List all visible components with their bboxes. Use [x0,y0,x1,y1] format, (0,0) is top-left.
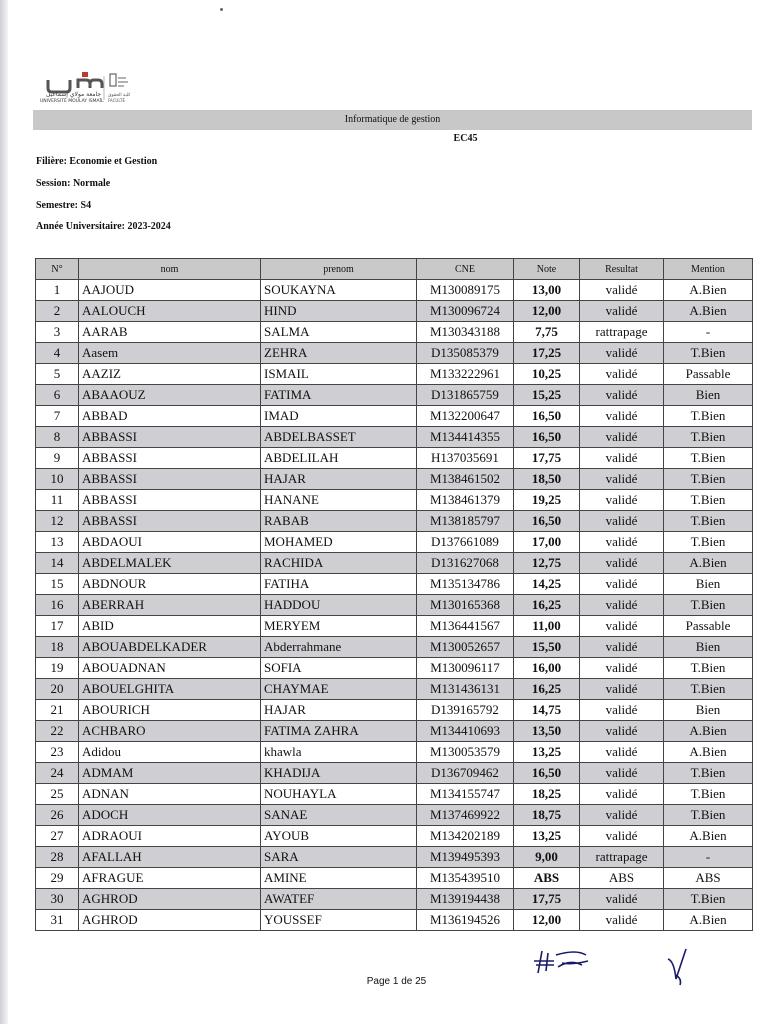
student-prenom: NOUHAYLA [261,784,417,805]
student-nom: ABDAOUI [79,532,261,553]
student-note: 14,75 [514,700,580,721]
table-row [36,784,753,805]
student-note: 13,50 [514,721,580,742]
student-cne: M138461379 [417,490,514,511]
student-mention: A.Bien [664,301,753,322]
row-number: 13 [36,532,79,553]
student-note: 17,75 [514,448,580,469]
student-note: 12,75 [514,553,580,574]
row-number: 4 [36,343,79,364]
row-number: 31 [36,910,79,931]
student-note: 7,75 [514,322,580,343]
meta-session [36,178,110,189]
student-cne: M134410693 [417,721,514,742]
module-code: EC45 [453,133,478,144]
student-resultat: ABS [580,868,664,889]
student-prenom: HAJAR [261,700,417,721]
student-cne: M139495393 [417,847,514,868]
student-resultat: validé [580,385,664,406]
student-mention: T.Bien [664,889,753,910]
student-cne: M135439510 [417,868,514,889]
scan-edge [0,0,8,1024]
col-header-note: Note [514,259,580,280]
student-note: 16,00 [514,658,580,679]
student-prenom: FATIMA ZAHRA [261,721,417,742]
student-prenom: SARA [261,847,417,868]
student-resultat: validé [580,280,664,301]
student-note: 17,00 [514,532,580,553]
student-prenom: IMAD [261,406,417,427]
col-header-nom: nom [79,259,261,280]
student-note: 19,25 [514,490,580,511]
student-mention: T.Bien [664,343,753,364]
row-number: 21 [36,700,79,721]
table-row [36,889,753,910]
meta-label: Session: [36,178,71,189]
student-note: 17,75 [514,889,580,910]
student-prenom: khawla [261,742,417,763]
student-cne: M132200647 [417,406,514,427]
student-resultat: validé [580,553,664,574]
student-mention: T.Bien [664,490,753,511]
student-nom: Adidou [79,742,261,763]
student-cne: M130343188 [417,322,514,343]
student-note: 14,25 [514,574,580,595]
table-row [36,721,753,742]
student-nom: AGHROD [79,910,261,931]
student-resultat: validé [580,343,664,364]
student-cne: M130096724 [417,301,514,322]
student-prenom: ABDELBASSET [261,427,417,448]
student-cne: M138461502 [417,469,514,490]
student-note: 11,00 [514,616,580,637]
student-prenom: FATIHA [261,574,417,595]
table-row [36,553,753,574]
table-row [36,910,753,931]
student-resultat: validé [580,742,664,763]
student-prenom: AYOUB [261,826,417,847]
table-row [36,637,753,658]
student-nom: ABOUADNAN [79,658,261,679]
student-note: 15,50 [514,637,580,658]
student-nom: ABERRAH [79,595,261,616]
meta-value: Economie et Gestion [69,156,158,167]
row-number: 17 [36,616,79,637]
table-row [36,826,753,847]
student-nom: ABBASSI [79,427,261,448]
student-mention: A.Bien [664,280,753,301]
row-number: 29 [36,868,79,889]
row-number: 20 [36,679,79,700]
col-header-num: N° [36,259,79,280]
student-note: 18,25 [514,784,580,805]
svg-text:جامعة مولاي إسماعيل: جامعة مولاي إسماعيل [46,91,102,98]
student-nom: AFRAGUE [79,868,261,889]
student-resultat: validé [580,679,664,700]
student-nom: ADNAN [79,784,261,805]
table-header-row [36,259,753,280]
row-number: 10 [36,469,79,490]
student-prenom: SANAE [261,805,417,826]
student-resultat: validé [580,616,664,637]
student-mention: A.Bien [664,826,753,847]
student-mention: T.Bien [664,658,753,679]
table-row [36,616,753,637]
student-note: 12,00 [514,910,580,931]
table-row [36,490,753,511]
student-prenom: RABAB [261,511,417,532]
student-mention: T.Bien [664,406,753,427]
student-prenom: ABDELILAH [261,448,417,469]
student-resultat: validé [580,364,664,385]
student-resultat: validé [580,448,664,469]
table-row [36,679,753,700]
table-row [36,511,753,532]
student-resultat: validé [580,784,664,805]
table-row [36,700,753,721]
student-resultat: validé [580,427,664,448]
table-row [36,322,753,343]
student-prenom: ZEHRA [261,343,417,364]
university-logo [38,68,168,104]
student-note: 13,25 [514,742,580,763]
signature-mark [664,945,694,993]
student-nom: ABBAD [79,406,261,427]
svg-text:FACULTÉ: FACULTÉ [108,98,125,103]
signature-initials [532,945,604,977]
student-resultat: validé [580,490,664,511]
student-nom: ABBASSI [79,448,261,469]
student-mention: T.Bien [664,532,753,553]
table-row [36,532,753,553]
student-nom: ADMAM [79,763,261,784]
student-cne: M130053579 [417,742,514,763]
student-resultat: validé [580,826,664,847]
row-number: 25 [36,784,79,805]
student-mention: T.Bien [664,784,753,805]
student-note: ABS [514,868,580,889]
student-nom: AARAB [79,322,261,343]
student-nom: ABOUELGHITA [79,679,261,700]
student-cne: D139165792 [417,700,514,721]
student-resultat: validé [580,700,664,721]
student-prenom: KHADIJA [261,763,417,784]
row-number: 26 [36,805,79,826]
table-row [36,574,753,595]
student-cne: M134155747 [417,784,514,805]
col-header-mention: Mention [664,259,753,280]
student-cne: D131865759 [417,385,514,406]
student-nom: ABOUABDELKADER [79,637,261,658]
row-number: 19 [36,658,79,679]
student-nom: ABDNOUR [79,574,261,595]
row-number: 16 [36,595,79,616]
student-nom: ABDELMALEK [79,553,261,574]
student-mention: T.Bien [664,469,753,490]
table-row [36,406,753,427]
table-row [36,280,753,301]
student-mention: A.Bien [664,910,753,931]
scan-speck [220,8,223,11]
col-header-resultat: Resultat [580,259,664,280]
student-nom: AGHROD [79,889,261,910]
student-resultat: validé [580,574,664,595]
table-row [36,448,753,469]
student-note: 13,00 [514,280,580,301]
meta-value: 2023-2024 [127,221,171,232]
student-mention: T.Bien [664,511,753,532]
student-nom: ABBASSI [79,490,261,511]
student-prenom: HIND [261,301,417,322]
row-number: 23 [36,742,79,763]
meta-semestre [36,200,91,211]
student-mention: Bien [664,385,753,406]
student-mention: T.Bien [664,427,753,448]
student-prenom: MOHAMED [261,532,417,553]
student-prenom: ISMAIL [261,364,417,385]
row-number: 5 [36,364,79,385]
student-cne: M136194526 [417,910,514,931]
student-cne: M134414355 [417,427,514,448]
col-header-cne: CNE [417,259,514,280]
student-prenom: YOUSSEF [261,910,417,931]
student-nom: Aasem [79,343,261,364]
row-number: 8 [36,427,79,448]
student-prenom: HADDOU [261,595,417,616]
student-nom: ABOURICH [79,700,261,721]
student-mention: T.Bien [664,595,753,616]
student-prenom: SOUKAYNA [261,280,417,301]
subject-title: Informatique de gestion [33,110,752,130]
student-prenom: FATIMA [261,385,417,406]
student-nom: AAZIZ [79,364,261,385]
student-mention: T.Bien [664,679,753,700]
student-resultat: validé [580,889,664,910]
student-cne: M131436131 [417,679,514,700]
student-prenom: SOFIA [261,658,417,679]
student-resultat: rattrapage [580,847,664,868]
row-number: 24 [36,763,79,784]
table-row [36,343,753,364]
row-number: 15 [36,574,79,595]
student-cne: M130096117 [417,658,514,679]
student-cne: M138185797 [417,511,514,532]
meta-filiere [36,156,157,167]
meta-label: Semestre: [36,200,79,211]
student-resultat: validé [580,511,664,532]
student-mention: ABS [664,868,753,889]
svg-text:كلية الحقوق: كلية الحقوق [108,93,131,98]
student-cne: M130089175 [417,280,514,301]
student-mention: Bien [664,700,753,721]
student-note: 18,75 [514,805,580,826]
student-mention: Bien [664,637,753,658]
student-mention: Passable [664,364,753,385]
table-row [36,469,753,490]
student-cne: D137661089 [417,532,514,553]
student-mention: T.Bien [664,448,753,469]
student-nom: ADOCH [79,805,261,826]
row-number: 3 [36,322,79,343]
student-nom: ADRAOUI [79,826,261,847]
row-number: 27 [36,826,79,847]
student-cne: D131627068 [417,553,514,574]
student-resultat: validé [580,763,664,784]
student-prenom: Abderrahmane [261,637,417,658]
table-row [36,658,753,679]
grades-table [35,258,753,931]
student-cne: M130165368 [417,595,514,616]
table-row [36,763,753,784]
student-resultat: validé [580,532,664,553]
row-number: 14 [36,553,79,574]
student-resultat: validé [580,658,664,679]
student-cne: M130052657 [417,637,514,658]
meta-value: Normale [72,178,111,189]
student-note: 15,25 [514,385,580,406]
student-note: 10,25 [514,364,580,385]
student-nom: AALOUCH [79,301,261,322]
student-note: 16,25 [514,595,580,616]
student-prenom: MERYEM [261,616,417,637]
page-number: Page 1 de 25 [366,976,427,987]
table-row [36,427,753,448]
meta-label: Année Universitaire: [36,221,125,232]
meta-label: Filière: [36,156,67,167]
student-mention: A.Bien [664,721,753,742]
student-note: 9,00 [514,847,580,868]
student-resultat: validé [580,301,664,322]
table-row [36,301,753,322]
student-resultat: validé [580,637,664,658]
row-number: 28 [36,847,79,868]
student-mention: - [664,847,753,868]
student-mention: T.Bien [664,763,753,784]
row-number: 12 [36,511,79,532]
student-note: 16,50 [514,763,580,784]
student-nom: AAJOUD [79,280,261,301]
student-nom: ABBASSI [79,511,261,532]
student-cne: M134202189 [417,826,514,847]
student-note: 12,00 [514,301,580,322]
student-mention: Passable [664,616,753,637]
student-prenom: HANANE [261,490,417,511]
row-number: 1 [36,280,79,301]
meta-value: S4 [80,200,92,211]
student-cne: M137469922 [417,805,514,826]
row-number: 11 [36,490,79,511]
student-cne: H137035691 [417,448,514,469]
row-number: 18 [36,637,79,658]
student-cne: M136441567 [417,616,514,637]
student-prenom: HAJAR [261,469,417,490]
student-resultat: validé [580,595,664,616]
student-prenom: AMINE [261,868,417,889]
student-resultat: validé [580,805,664,826]
row-number: 30 [36,889,79,910]
student-mention: A.Bien [664,553,753,574]
student-nom: AFALLAH [79,847,261,868]
col-header-prenom: prenom [261,259,417,280]
student-resultat: validé [580,721,664,742]
student-nom: ACHBARO [79,721,261,742]
student-note: 17,25 [514,343,580,364]
student-mention: A.Bien [664,742,753,763]
row-number: 22 [36,721,79,742]
table-row [36,805,753,826]
table-row [36,847,753,868]
student-cne: M133222961 [417,364,514,385]
student-resultat: validé [580,469,664,490]
student-resultat: validé [580,910,664,931]
student-mention: T.Bien [664,805,753,826]
student-prenom: SALMA [261,322,417,343]
student-mention: - [664,322,753,343]
student-nom: ABAAOUZ [79,385,261,406]
student-note: 16,50 [514,511,580,532]
student-prenom: RACHIDA [261,553,417,574]
student-nom: ABID [79,616,261,637]
svg-text:UNIVERSITÉ MOULAY ISMAÏL: UNIVERSITÉ MOULAY ISMAÏL [40,99,104,104]
student-note: 16,25 [514,679,580,700]
student-note: 16,50 [514,427,580,448]
student-prenom: CHAYMAE [261,679,417,700]
student-cne: M139194438 [417,889,514,910]
student-cne: D136709462 [417,763,514,784]
row-number: 9 [36,448,79,469]
student-note: 16,50 [514,406,580,427]
student-mention: Bien [664,574,753,595]
student-nom: ABBASSI [79,469,261,490]
table-row [36,364,753,385]
student-cne: M135134786 [417,574,514,595]
row-number: 2 [36,301,79,322]
meta-annee [36,221,171,232]
table-row [36,385,753,406]
table-row [36,595,753,616]
student-note: 18,50 [514,469,580,490]
row-number: 6 [36,385,79,406]
student-prenom: AWATEF [261,889,417,910]
student-resultat: validé [580,406,664,427]
student-cne: D135085379 [417,343,514,364]
row-number: 7 [36,406,79,427]
student-resultat: rattrapage [580,322,664,343]
table-row [36,742,753,763]
student-note: 13,25 [514,826,580,847]
table-row [36,868,753,889]
